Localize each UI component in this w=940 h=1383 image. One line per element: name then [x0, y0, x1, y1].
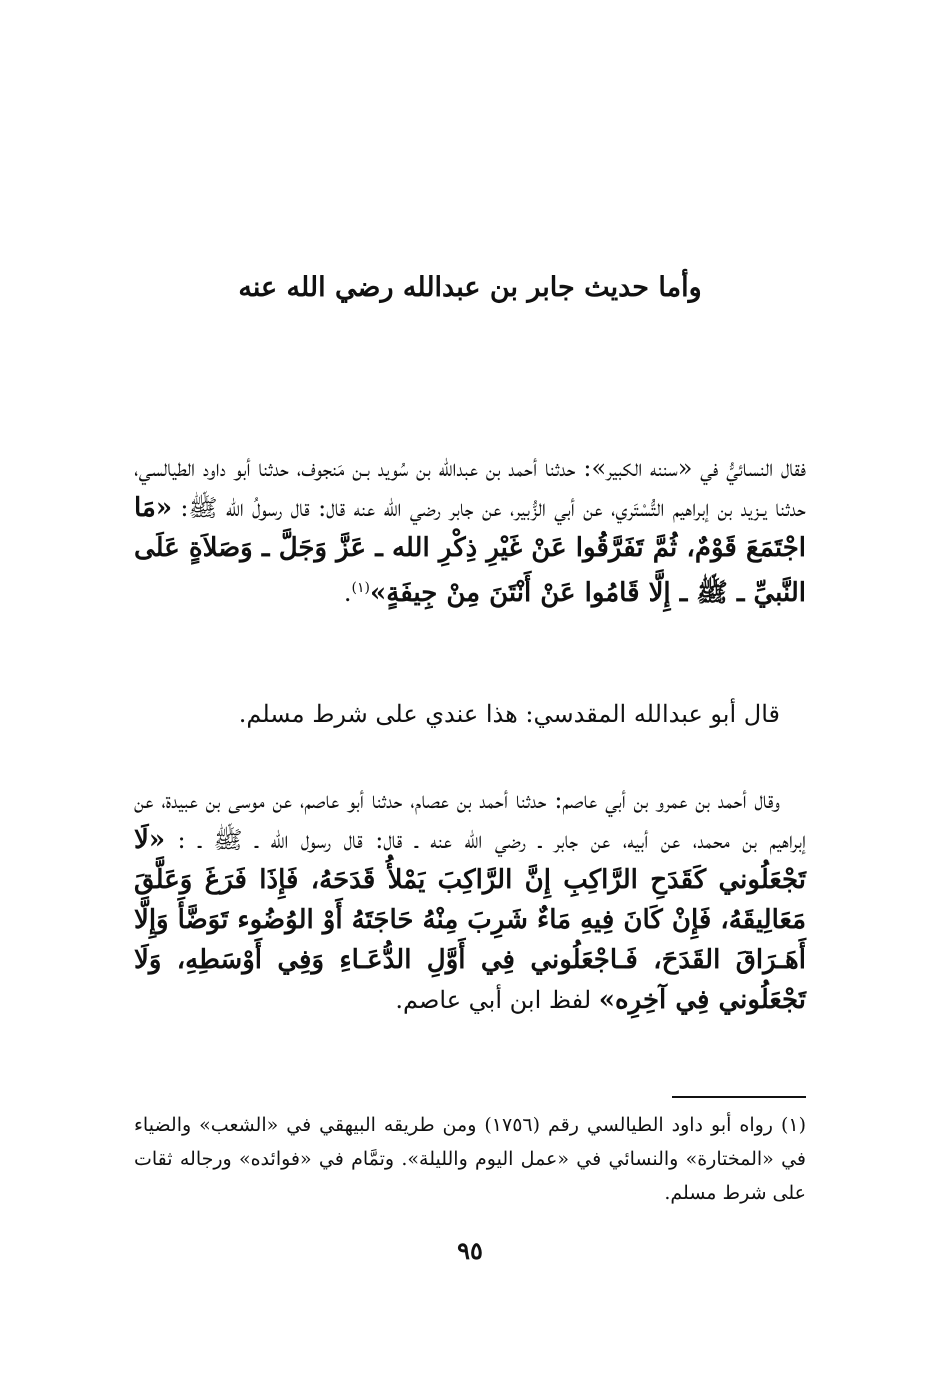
sentence-end: .: [343, 579, 352, 607]
page-number: ٩٥: [457, 1236, 483, 1265]
footnote: (١) رواه أبو داود الطيالسي رقم (١٧٥٦) ومن طريقه البيهقي في «الشعب» والضياء في «المختارة» والنسائي في «عمل اليوم والليلة». وتمَّام في «فوائده» ورجاله ثقات على شرط مسلم.: [134, 1114, 806, 1204]
isnad-text: وقال أحمد بن عمرو بن أبي عاصم: حدثنا أحمد بن عصام، حدثنا أبو عاصم، عن موسى بن عبيدة، عن إبراهيم بن محمد، عن أبيه، عن جابر ـ رضي الله عنه ـ قال: قال رسول الله ـ ﷺ ـ :: [134, 786, 806, 854]
isnad-text: فقال النسائيُّ في «سننه الكبير»: حدثنا أحمد بن عبدالله بن سُويد بـن مَنجوف، حدثنا أبو داود الطيالسي، حدثنا يـزيد بن إبراهيم التُّسْتَري، عن أبي الزُّبير، عن جابر رضي الله عنه قال: قال رسولُ الله ﷺ:: [134, 454, 806, 522]
hadith-paragraph-ibn-abi-asim: [134, 780, 806, 1110]
section-heading: وأما حديث جابر بن عبدالله رضي الله عنه: [238, 272, 702, 303]
hadith-matn: «لَا تَجْعَلُوني كَقَدَحِ الرَّاكِبِ إِنَّ الرَّاكِبَ يَمْلأُ قَدَحَهُ، فَإِذَا فَرَغَ وَعَلَّقَ مَعَالِيقَهُ، فَإِنْ كَانَ فِيهِ مَاءٌ شَرِبَ مِنْهُ حَاجَتَهُ أَوْ الوُضُوء تَوَضَّأَ وَإِلَّا أَهَـرَاقَ القَدَحَ، فَـاجْعَلُوني فِي أَوَّلِ الدُّعَـاءِ وَفِي أَوْسَطِهِ، وَلَا تَجْعَلُوني فِي آخِرِه»: [134, 825, 806, 1015]
footnote-reference: (١): [351, 580, 371, 596]
footnote-separator: [672, 1096, 806, 1098]
hadith-matn: «مَا اجْتَمَعَ قَوْمٌ، ثُمَّ تَفَرَّقُوا عَنْ غَيْرِ ذِكْرِ الله ـ عَزَّ وَجَلَّ ـ وَصَلاَةٍ عَلَى النَّبيِّ ـ ﷺ ـ إِلَّا قَامُوا عَنْ أَنْتَنَ مِنْ جِيفَةٍ»: [134, 493, 806, 608]
grading-paragraph: قال أبو عبدالله المقدسي: هذا عندي على شرط مسلم.: [238, 700, 780, 728]
wording-note: لفظ ابن أبي عاصم.: [395, 986, 599, 1014]
hadith-paragraph-nasai: [134, 448, 806, 688]
